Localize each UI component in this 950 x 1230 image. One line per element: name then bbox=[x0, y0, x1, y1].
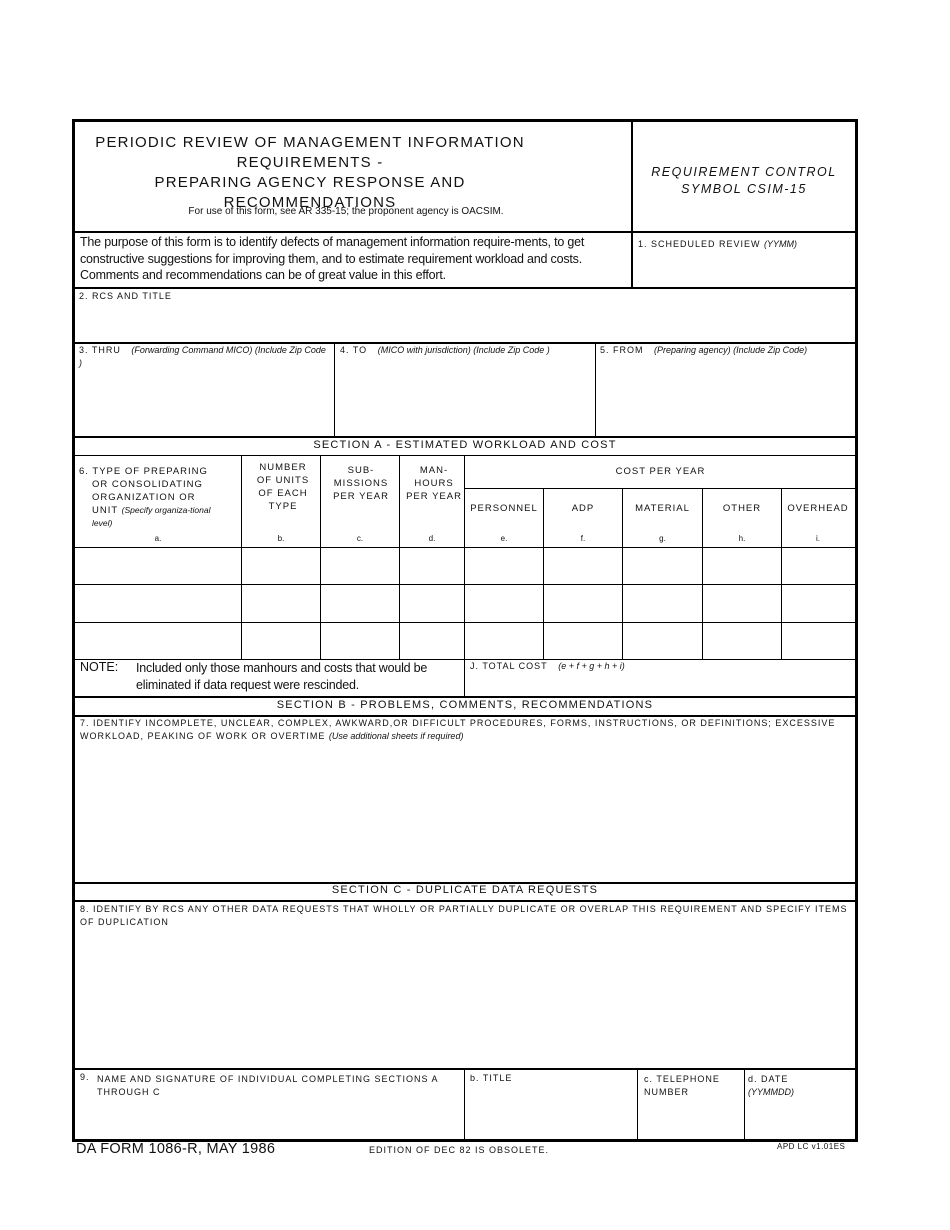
signature-name-label: NAME AND SIGNATURE OF INDIVIDUAL COMPLETING SECTIONS A THROUGH C bbox=[97, 1074, 439, 1097]
letter-f: f. bbox=[580, 534, 586, 543]
to-field[interactable] bbox=[337, 372, 593, 434]
form-id: DA FORM 1086-R, MAY 1986 bbox=[76, 1141, 276, 1157]
col-manhours-heading: MAN-HOURS PER YEAR bbox=[406, 465, 462, 502]
purpose-text: The purpose of this form is to identify defects of management information require-ments, to get constructive suggestions for improving them, and to estimate requirement workload and costs. Comments and recommendations can be of great value in this effort. bbox=[80, 235, 585, 282]
date-label: d. DATE (YYMMDD) bbox=[748, 1074, 794, 1097]
letter-c: c. bbox=[356, 534, 364, 543]
use-note: For use of this form, see AR 335-15; the proponent agency is OACSIM. bbox=[188, 206, 504, 217]
col-adp: ADP bbox=[571, 503, 595, 514]
note-text: Included only those manhours and costs that would be eliminated if data request were rescinded. bbox=[136, 661, 428, 692]
section-b-title: SECTION B - PROBLEMS, COMMENTS, RECOMMENDATIONS bbox=[276, 699, 654, 711]
col-units-heading: NUMBER OF UNITS OF EACH TYPE bbox=[256, 462, 310, 512]
item7-field[interactable] bbox=[76, 745, 853, 880]
workload-row-2[interactable] bbox=[75, 585, 854, 622]
telephone-label: c. TELEPHONE NUMBER bbox=[644, 1074, 720, 1097]
workload-row-3[interactable] bbox=[75, 623, 854, 659]
to-label: 4. TO (MICO with jurisdiction) (Include Zip Code ) bbox=[340, 345, 550, 355]
item9-number: 9. bbox=[80, 1072, 90, 1082]
total-cost-field[interactable] bbox=[466, 674, 854, 696]
letter-i: i. bbox=[816, 534, 820, 543]
version-label: APD LC v1.01ES bbox=[777, 1142, 846, 1151]
form-title: PERIODIC REVIEW OF MANAGEMENT INFORMATION REQUIREMENTS - PREPARING AGENCY RESPONSE AND RECOMMENDATIONS bbox=[95, 134, 525, 211]
telephone-field[interactable] bbox=[639, 1100, 742, 1138]
scheduled-review-label: 1. SCHEDULED REVIEW (YYMM) bbox=[638, 239, 798, 249]
edition-note: EDITION OF DEC 82 IS OBSOLETE. bbox=[369, 1145, 550, 1155]
letter-b: b. bbox=[277, 534, 285, 543]
letter-g: g. bbox=[659, 534, 666, 543]
letter-d: d. bbox=[428, 534, 436, 543]
col-overhead: OVERHEAD bbox=[787, 503, 849, 514]
letter-h: h. bbox=[738, 534, 746, 543]
item8-field[interactable] bbox=[76, 932, 853, 1067]
thru-field[interactable] bbox=[76, 372, 332, 434]
rcs-title-field[interactable] bbox=[75, 304, 853, 342]
signature-title-field[interactable] bbox=[466, 1088, 635, 1138]
from-field[interactable] bbox=[598, 372, 853, 434]
scheduled-review-field[interactable] bbox=[633, 250, 853, 287]
letter-a: a. bbox=[154, 534, 162, 543]
item7-label: 7. IDENTIFY INCOMPLETE, UNCLEAR, COMPLEX, AWKWARD,OR DIFFICULT PROCEDURES, FORMS, INSTRUCTIONS, OR DEFINITIONS; EXCESSIVE WORKLOAD, PEAKING OF WORK OR OVERTIME (Use additional sheets if required) bbox=[80, 718, 836, 741]
item8-label: 8. IDENTIFY BY RCS ANY OTHER DATA REQUESTS THAT WHOLLY OR PARTIALLY DUPLICATE OR OVERLAP THIS REQUIREMENT AND SPECIFY ITEMS OF DUPLICATION bbox=[80, 904, 848, 927]
col-material: MATERIAL bbox=[635, 503, 690, 514]
thru-label: 3. THRU (Forwarding Command MICO) (Include Zip Code ) bbox=[79, 345, 326, 368]
col-submissions-heading: SUB-MISSIONS PER YEAR bbox=[333, 465, 389, 502]
col-type-heading: 6. TYPE OF PREPARING OR CONSOLIDATING ORGANIZATION OR UNIT (Specify organiza-tional level) bbox=[79, 466, 211, 528]
letter-e: e. bbox=[500, 534, 508, 543]
signature-name-field[interactable] bbox=[76, 1100, 462, 1138]
section-a-title: SECTION A - ESTIMATED WORKLOAD AND COST bbox=[313, 439, 617, 451]
cost-per-year-heading: COST PER YEAR bbox=[615, 466, 706, 477]
note-label: NOTE: bbox=[80, 660, 119, 674]
rcs-title-label: 2. RCS AND TITLE bbox=[79, 291, 172, 301]
from-label: 5. FROM (Preparing agency) (Include Zip Code) bbox=[600, 345, 808, 355]
signature-title-label: b. TITLE bbox=[470, 1073, 513, 1083]
col-personnel: PERSONNEL bbox=[470, 503, 538, 514]
control-symbol: REQUIREMENT CONTROL SYMBOL CSIM-15 bbox=[651, 165, 837, 196]
total-cost-label: J. TOTAL COST (e + f + g + h + i) bbox=[470, 661, 625, 671]
col-other: OTHER bbox=[722, 503, 762, 514]
date-field[interactable] bbox=[746, 1100, 852, 1138]
workload-row-1[interactable] bbox=[75, 548, 854, 584]
section-c-title: SECTION C - DUPLICATE DATA REQUESTS bbox=[331, 884, 599, 896]
